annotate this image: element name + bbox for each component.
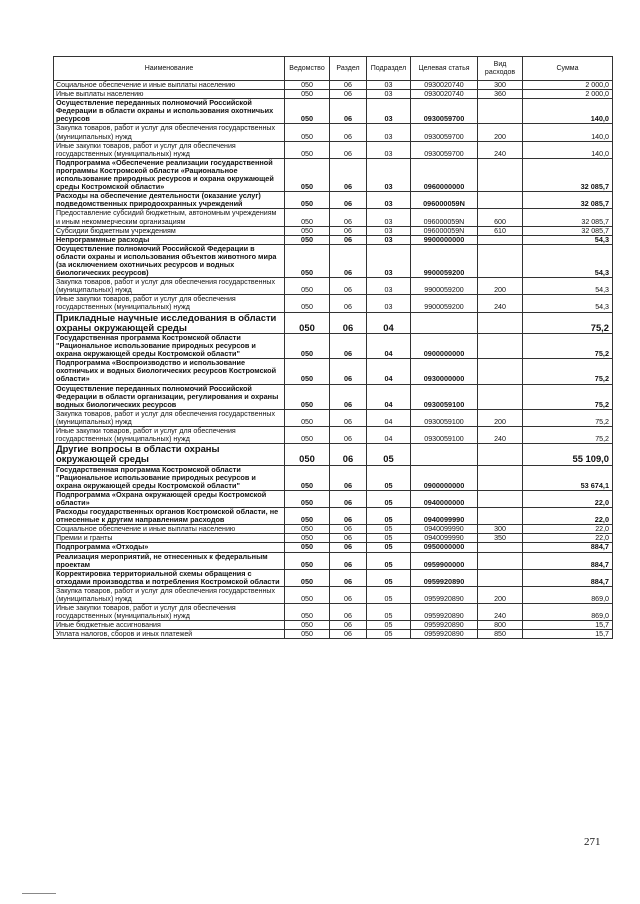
row-statya: 0940099990: [411, 508, 478, 525]
row-name: Предоставление субсидий бюджетным, автономным учреждениям и иным некоммерческим организациям: [54, 209, 285, 226]
row-summa: 54,3: [523, 295, 613, 312]
row-name: Другие вопросы в области охраны окружающей среды: [54, 444, 285, 465]
row-razdel: 06: [330, 630, 367, 639]
row-podrazdel: 05: [367, 586, 411, 603]
row-vedomstvo: 050: [285, 333, 330, 358]
row-name: Непрограммные расходы: [54, 235, 285, 244]
row-vid: 240: [478, 426, 523, 443]
row-statya: 0930059100: [411, 426, 478, 443]
table-row: [54, 384, 613, 409]
row-razdel: 06: [330, 409, 367, 426]
row-statya: 0959900000: [411, 552, 478, 569]
row-podrazdel: 05: [367, 552, 411, 569]
table-row: [54, 465, 613, 490]
row-statya: 0930000000: [411, 359, 478, 384]
row-vedomstvo: 050: [285, 235, 330, 244]
row-statya: [411, 312, 478, 333]
row-razdel: 06: [330, 81, 367, 90]
table-body: [54, 81, 613, 639]
table-row: [54, 552, 613, 569]
row-statya: 9900059200: [411, 244, 478, 277]
table-row: [54, 192, 613, 209]
row-vedomstvo: 050: [285, 604, 330, 621]
row-podrazdel: 03: [367, 90, 411, 99]
row-summa: 2 000,0: [523, 81, 613, 90]
row-name: Подпрограмма «Охрана окружающей среды Костромской области»: [54, 490, 285, 507]
row-vedomstvo: 050: [285, 124, 330, 141]
budget-table: [53, 56, 613, 639]
row-vedomstvo: 050: [285, 192, 330, 209]
row-name: Закупка товаров, работ и услуг для обеспечения государственных (муниципальных) нужд: [54, 586, 285, 603]
row-statya: 0930059700: [411, 141, 478, 158]
table-row: [54, 226, 613, 235]
row-razdel: 06: [330, 124, 367, 141]
row-vid: [478, 543, 523, 552]
row-summa: 32 085,7: [523, 226, 613, 235]
row-razdel: 06: [330, 158, 367, 191]
row-podrazdel: 04: [367, 359, 411, 384]
row-statya: 0960000000: [411, 158, 478, 191]
row-vedomstvo: 050: [285, 359, 330, 384]
row-razdel: 06: [330, 295, 367, 312]
row-vid: [478, 158, 523, 191]
row-statya: [411, 444, 478, 465]
row-podrazdel: 03: [367, 141, 411, 158]
row-statya: 0959920890: [411, 621, 478, 630]
row-name: Субсидии бюджетным учреждениям: [54, 226, 285, 235]
row-summa: 75,2: [523, 409, 613, 426]
row-statya: 0959920890: [411, 604, 478, 621]
row-podrazdel: 05: [367, 490, 411, 507]
row-vedomstvo: 050: [285, 99, 330, 124]
row-statya: 0930059100: [411, 384, 478, 409]
row-vid: 240: [478, 141, 523, 158]
row-podrazdel: 05: [367, 543, 411, 552]
row-summa: 884,7: [523, 569, 613, 586]
row-vid: [478, 333, 523, 358]
row-summa: 22,0: [523, 525, 613, 534]
row-name: Прикладные научные исследования в области охраны окружающей среды: [54, 312, 285, 333]
row-podrazdel: 03: [367, 295, 411, 312]
row-podrazdel: 03: [367, 209, 411, 226]
row-statya: 0950000000: [411, 543, 478, 552]
row-summa: 53 674,1: [523, 465, 613, 490]
row-razdel: 06: [330, 235, 367, 244]
row-statya: 0959920890: [411, 630, 478, 639]
row-vid: [478, 490, 523, 507]
row-podrazdel: 05: [367, 630, 411, 639]
scan-mark: [22, 893, 56, 894]
row-name: Закупка товаров, работ и услуг для обеспечения государственных (муниципальных) нужд: [54, 124, 285, 141]
row-vedomstvo: 050: [285, 444, 330, 465]
row-name: Уплата налогов, сборов и иных платежей: [54, 630, 285, 639]
row-vedomstvo: 050: [285, 630, 330, 639]
table-row: [54, 244, 613, 277]
header-cell-statya: Целевая статья: [411, 57, 478, 81]
row-vid: 240: [478, 295, 523, 312]
row-podrazdel: 03: [367, 244, 411, 277]
row-summa: 32 085,7: [523, 158, 613, 191]
row-name: Иные закупки товаров, работ и услуг для обеспечения государственных (муниципальных) нужд: [54, 426, 285, 443]
table-row: [54, 409, 613, 426]
row-podrazdel: 05: [367, 569, 411, 586]
row-vedomstvo: 050: [285, 141, 330, 158]
header-cell-vid: Вид расходов: [478, 57, 523, 81]
row-razdel: 06: [330, 192, 367, 209]
row-podrazdel: 03: [367, 124, 411, 141]
row-razdel: 06: [330, 312, 367, 333]
row-name: Расходы на обеспечение деятельности (оказание услуг) подведомственных природоохранных учреждений: [54, 192, 285, 209]
row-name: Закупка товаров, работ и услуг для обеспечения государственных (муниципальных) нужд: [54, 278, 285, 295]
table-row: [54, 630, 613, 639]
row-name: Осуществление переданных полномочий Российской Федерации в области организации, регулирования и охраны водных биологических ресурсов: [54, 384, 285, 409]
row-vid: [478, 569, 523, 586]
row-statya: 0930059100: [411, 409, 478, 426]
table-row: [54, 295, 613, 312]
row-summa: 75,2: [523, 312, 613, 333]
row-vedomstvo: 050: [285, 543, 330, 552]
row-vid: [478, 312, 523, 333]
table-row: [54, 312, 613, 333]
row-vid: [478, 508, 523, 525]
table-row: [54, 490, 613, 507]
table-row: [54, 90, 613, 99]
row-statya: 0900000000: [411, 333, 478, 358]
row-statya: 096000059N: [411, 192, 478, 209]
row-vedomstvo: 050: [285, 158, 330, 191]
row-vid: 850: [478, 630, 523, 639]
row-summa: 22,0: [523, 534, 613, 543]
row-statya: 0940099990: [411, 534, 478, 543]
row-razdel: 06: [330, 444, 367, 465]
row-summa: 22,0: [523, 490, 613, 507]
page-number: 271: [584, 836, 601, 848]
table-row: [54, 141, 613, 158]
row-statya: 9900059200: [411, 295, 478, 312]
row-statya: 9900000000: [411, 235, 478, 244]
row-vedomstvo: 050: [285, 426, 330, 443]
row-razdel: 06: [330, 226, 367, 235]
row-statya: 0959920890: [411, 586, 478, 603]
row-name: Осуществление переданных полномочий Российской Федерации в области охраны и использования охотничьих ресурсов: [54, 99, 285, 124]
table-row: [54, 586, 613, 603]
table-row: [54, 508, 613, 525]
table-row: [54, 444, 613, 465]
header-cell-summa: Сумма: [523, 57, 613, 81]
row-razdel: 06: [330, 426, 367, 443]
row-statya: 9900059200: [411, 278, 478, 295]
row-podrazdel: 03: [367, 192, 411, 209]
row-vedomstvo: 050: [285, 244, 330, 277]
row-vedomstvo: 050: [285, 312, 330, 333]
header-cell-podrazdel: Подраздел: [367, 57, 411, 81]
row-name: Корректировка территориальной схемы обращения с отходами производства и потребления Костромской области: [54, 569, 285, 586]
row-vid: [478, 359, 523, 384]
row-summa: 869,0: [523, 586, 613, 603]
row-podrazdel: 04: [367, 384, 411, 409]
row-summa: 54,3: [523, 235, 613, 244]
table-row: [54, 278, 613, 295]
row-razdel: 06: [330, 244, 367, 277]
row-razdel: 06: [330, 569, 367, 586]
row-podrazdel: 05: [367, 534, 411, 543]
row-vedomstvo: 050: [285, 81, 330, 90]
row-summa: 75,2: [523, 333, 613, 358]
row-summa: 75,2: [523, 384, 613, 409]
row-statya: 0930020740: [411, 90, 478, 99]
row-vid: 360: [478, 90, 523, 99]
row-vid: 300: [478, 81, 523, 90]
table-row: [54, 235, 613, 244]
row-vedomstvo: 050: [285, 90, 330, 99]
row-podrazdel: 03: [367, 235, 411, 244]
row-vid: [478, 465, 523, 490]
row-statya: 0940099990: [411, 525, 478, 534]
row-name: Иные бюджетные ассигнования: [54, 621, 285, 630]
row-name: Премии и гранты: [54, 534, 285, 543]
row-vid: 200: [478, 586, 523, 603]
table-row: [54, 81, 613, 90]
row-vedomstvo: 050: [285, 490, 330, 507]
row-vedomstvo: 050: [285, 525, 330, 534]
row-vedomstvo: 050: [285, 465, 330, 490]
table-row: [54, 333, 613, 358]
row-summa: 140,0: [523, 99, 613, 124]
row-vedomstvo: 050: [285, 226, 330, 235]
table-row: [54, 158, 613, 191]
row-podrazdel: 05: [367, 621, 411, 630]
row-statya: 096000059N: [411, 226, 478, 235]
row-name: Социальное обеспечение и иные выплаты населению: [54, 525, 285, 534]
row-vid: [478, 552, 523, 569]
row-vid: [478, 444, 523, 465]
row-summa: 32 085,7: [523, 192, 613, 209]
row-vedomstvo: 050: [285, 295, 330, 312]
row-podrazdel: 05: [367, 444, 411, 465]
row-razdel: 06: [330, 508, 367, 525]
row-name: Социальное обеспечение и иные выплаты населению: [54, 81, 285, 90]
row-razdel: 06: [330, 543, 367, 552]
row-podrazdel: 03: [367, 99, 411, 124]
row-vid: [478, 235, 523, 244]
row-name: Осуществление полномочий Российской Федерации в области охраны и использования объектов животного мира (за исключением охотничьих ресурсов и водных биологических ресурсов): [54, 244, 285, 277]
row-vid: 300: [478, 525, 523, 534]
row-summa: 22,0: [523, 508, 613, 525]
row-statya: 0930059700: [411, 124, 478, 141]
row-vid: 200: [478, 278, 523, 295]
row-podrazdel: 03: [367, 278, 411, 295]
header-cell-vedomstvo: Ведомство: [285, 57, 330, 81]
row-razdel: 06: [330, 525, 367, 534]
row-summa: 15,7: [523, 630, 613, 639]
row-summa: 140,0: [523, 124, 613, 141]
row-summa: 75,2: [523, 426, 613, 443]
row-statya: 0930059700: [411, 99, 478, 124]
row-vid: 610: [478, 226, 523, 235]
row-razdel: 06: [330, 384, 367, 409]
row-name: Расходы государственных органов Костромской области, не отнесенные к другим направлениям расходов: [54, 508, 285, 525]
table-row: [54, 569, 613, 586]
row-vid: 200: [478, 409, 523, 426]
row-name: Реализация мероприятий, не отнесенных к федеральным проектам: [54, 552, 285, 569]
row-podrazdel: 03: [367, 226, 411, 235]
row-vid: 200: [478, 124, 523, 141]
row-vid: 800: [478, 621, 523, 630]
table-row: [54, 124, 613, 141]
row-podrazdel: 05: [367, 508, 411, 525]
row-summa: 884,7: [523, 543, 613, 552]
row-vid: 350: [478, 534, 523, 543]
row-summa: 884,7: [523, 552, 613, 569]
row-podrazdel: 05: [367, 465, 411, 490]
row-razdel: 06: [330, 586, 367, 603]
row-podrazdel: 03: [367, 158, 411, 191]
row-vedomstvo: 050: [285, 586, 330, 603]
row-vedomstvo: 050: [285, 384, 330, 409]
row-summa: 54,3: [523, 278, 613, 295]
row-name: Иные закупки товаров, работ и услуг для обеспечения государственных (муниципальных) нужд: [54, 141, 285, 158]
row-name: Государственная программа Костромской области "Рациональное использование природных ресурсов и охрана окружающей среды Костромской области": [54, 465, 285, 490]
row-vedomstvo: 050: [285, 278, 330, 295]
row-razdel: 06: [330, 621, 367, 630]
row-name: Подпрограмма «Обеспечение реализации государственной программы Костромской области «Рациональное использование природных ресурсов и охрана окружающей среды Костромской области»: [54, 158, 285, 191]
row-vid: [478, 244, 523, 277]
row-razdel: 06: [330, 90, 367, 99]
row-vid: [478, 192, 523, 209]
row-name: Иные выплаты населению: [54, 90, 285, 99]
row-podrazdel: 03: [367, 81, 411, 90]
row-podrazdel: 05: [367, 525, 411, 534]
row-razdel: 06: [330, 209, 367, 226]
row-statya: 0930020740: [411, 81, 478, 90]
row-razdel: 06: [330, 604, 367, 621]
table-row: [54, 621, 613, 630]
row-vid: 240: [478, 604, 523, 621]
row-razdel: 06: [330, 333, 367, 358]
row-razdel: 06: [330, 465, 367, 490]
row-summa: 32 085,7: [523, 209, 613, 226]
header-cell-razdel: Раздел: [330, 57, 367, 81]
table-row: [54, 604, 613, 621]
header-cell-name: Наименование: [54, 57, 285, 81]
row-podrazdel: 04: [367, 409, 411, 426]
row-vid: 600: [478, 209, 523, 226]
table-row: [54, 543, 613, 552]
row-summa: 54,3: [523, 244, 613, 277]
row-razdel: 06: [330, 552, 367, 569]
row-summa: 869,0: [523, 604, 613, 621]
row-vedomstvo: 050: [285, 569, 330, 586]
row-vedomstvo: 050: [285, 209, 330, 226]
row-vid: [478, 99, 523, 124]
table-row: [54, 426, 613, 443]
row-razdel: 06: [330, 534, 367, 543]
row-summa: 2 000,0: [523, 90, 613, 99]
row-statya: 0900000000: [411, 465, 478, 490]
table-header-row: [54, 57, 613, 81]
row-razdel: 06: [330, 141, 367, 158]
table-row: [54, 534, 613, 543]
row-summa: 15,7: [523, 621, 613, 630]
row-vedomstvo: 050: [285, 621, 330, 630]
row-vid: [478, 384, 523, 409]
row-name: Закупка товаров, работ и услуг для обеспечения государственных (муниципальных) нужд: [54, 409, 285, 426]
row-name: Государственная программа Костромской области "Рациональное использование природных ресурсов и охрана окружающей среды Костромской области": [54, 333, 285, 358]
row-summa: 140,0: [523, 141, 613, 158]
row-statya: 096000059N: [411, 209, 478, 226]
row-podrazdel: 04: [367, 333, 411, 358]
row-statya: 0959920890: [411, 569, 478, 586]
row-vedomstvo: 050: [285, 409, 330, 426]
row-podrazdel: 04: [367, 426, 411, 443]
table-row: [54, 359, 613, 384]
row-podrazdel: 05: [367, 604, 411, 621]
table-row: [54, 99, 613, 124]
row-statya: 0940000000: [411, 490, 478, 507]
row-razdel: 06: [330, 278, 367, 295]
row-summa: 55 109,0: [523, 444, 613, 465]
row-vedomstvo: 050: [285, 552, 330, 569]
row-razdel: 06: [330, 490, 367, 507]
row-name: Иные закупки товаров, работ и услуг для обеспечения государственных (муниципальных) нужд: [54, 295, 285, 312]
row-razdel: 06: [330, 99, 367, 124]
row-summa: 75,2: [523, 359, 613, 384]
row-razdel: 06: [330, 359, 367, 384]
row-name: Подпрограмма «Отходы»: [54, 543, 285, 552]
row-name: Иные закупки товаров, работ и услуг для обеспечения государственных (муниципальных) нужд: [54, 604, 285, 621]
row-vedomstvo: 050: [285, 508, 330, 525]
row-name: Подпрограмма «Воспроизводство и использование охотничьих и водных биологических ресурсов Костромской области»: [54, 359, 285, 384]
row-vedomstvo: 050: [285, 534, 330, 543]
table-row: [54, 525, 613, 534]
row-podrazdel: 04: [367, 312, 411, 333]
table-row: [54, 209, 613, 226]
